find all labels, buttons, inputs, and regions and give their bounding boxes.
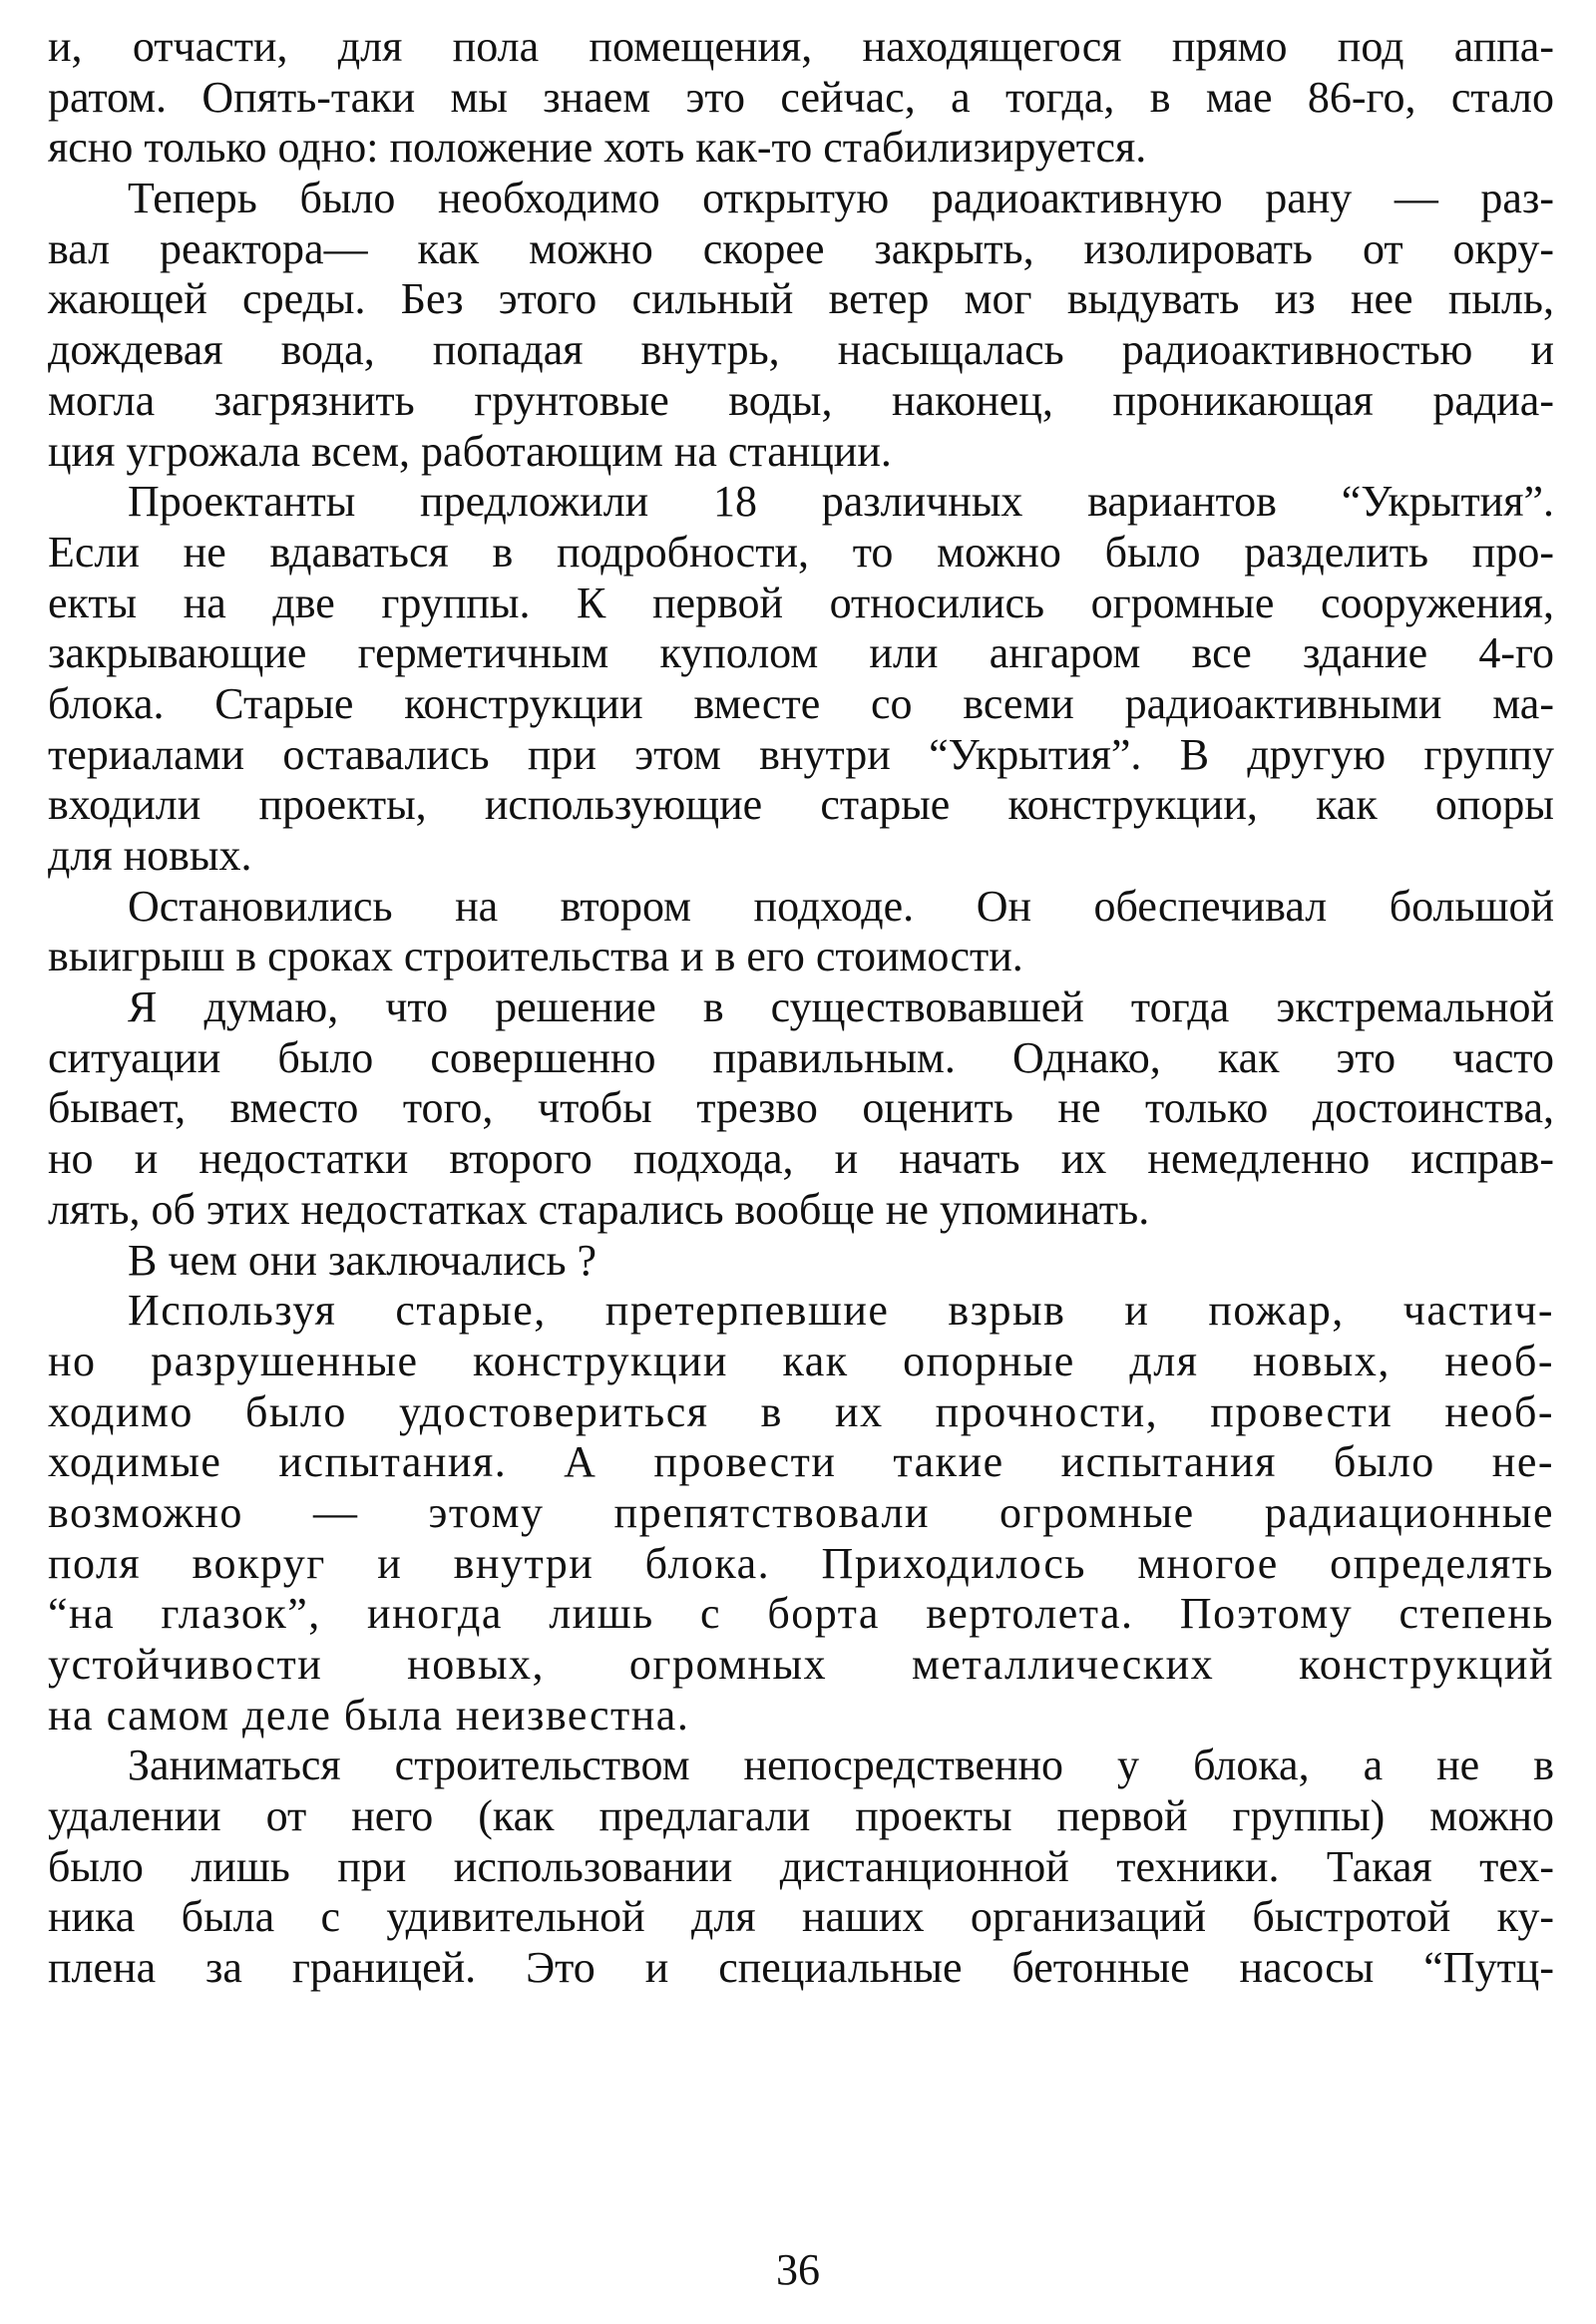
text-line: екты на две группы. К первой относились огромные сооружения,: [48, 578, 1554, 627]
text-line: ясно только одно: положение хоть как-то стабилизируется.: [48, 123, 1147, 173]
text-line: ходимо было удостовериться в их прочности, провести необ-: [48, 1386, 1554, 1436]
text-line: возможно — этому препятствовали огромные радиационные: [48, 1487, 1554, 1537]
text-line: лять, об этих недостатках старались вообще не упоминать.: [48, 1184, 1150, 1234]
text-line: для новых.: [48, 831, 252, 880]
text-line: бывает, вместо того, чтобы трезво оценить не только достоинства,: [48, 1083, 1554, 1133]
text-line: Если не вдаваться в подробности, то можно было разделить про-: [48, 527, 1554, 577]
text-line: ника была с удивительной для наших организаций быстротой ку-: [48, 1892, 1554, 1942]
paragraph-first-line: Используя старые, претерпевшие взрыв и пожар, частич-: [128, 1286, 1554, 1336]
text-line: “на глазок”, иногда лишь с борта вертолета. Поэтому степень: [48, 1589, 1554, 1639]
text-line: блока. Старые конструкции вместе со всеми радиоактивными ма-: [48, 678, 1554, 728]
text-line: закрывающие герметичным куполом или ангаром все здание 4-го: [48, 628, 1554, 678]
text-line: могла загрязнить грунтовые воды, наконец, проникающая радиа-: [48, 375, 1554, 425]
paragraph-first-line: Остановились на втором подходе. Он обеспечивал большой: [128, 881, 1554, 931]
page-number: 36: [776, 2245, 820, 2294]
paragraph-first-line: Заниматься строительством непосредственно у блока, а не в: [128, 1741, 1554, 1790]
text-line: устойчивости новых, огромных металлических конструкций: [48, 1640, 1554, 1689]
text-line: ситуации было совершенно правильным. Однако, как это часто: [48, 1032, 1554, 1082]
text-line: поля вокруг и внутри блока. Приходилось многое определять: [48, 1538, 1554, 1588]
text-line: удалении от него (как предлагали проекты первой группы) можно: [48, 1791, 1554, 1841]
text-line: но разрушенные конструкции как опорные для новых, необ-: [48, 1336, 1554, 1385]
text-line: и, отчасти, для пола помещения, находящегося прямо под аппа-: [48, 22, 1554, 71]
text-line: дождевая вода, попадая внутрь, насыщалась радиоактивностью и: [48, 325, 1554, 375]
text-line: ходимые испытания. А провести такие испытания было не-: [48, 1437, 1554, 1487]
paragraph-first-line: В чем они заключались ?: [128, 1235, 598, 1285]
text-line: ция угрожала всем, работающим на станции.: [48, 426, 892, 476]
paragraph-first-line: Проектанты предложили 18 различных вариантов “Укрытия”.: [128, 477, 1554, 527]
text-line: ратом. Опять-таки мы знаем это сейчас, а тогда, в мае 86-го, стало: [48, 72, 1554, 122]
paragraph-first-line: Я думаю, что решение в существовавшей тогда экстремальной: [128, 982, 1554, 1032]
text-line: вал реактора— как можно скорее закрыть, изолировать от окру-: [48, 223, 1554, 273]
text-line: плена за границей. Это и специальные бетонные насосы “Путц-: [48, 1943, 1554, 1993]
paragraph-first-line: Теперь было необходимо открытую радиоактивную рану — раз-: [128, 174, 1554, 223]
text-line: но и недостатки второго подхода, и начать их немедленно исправ-: [48, 1134, 1554, 1184]
text-line: жающей среды. Без этого сильный ветер мог выдувать из нее пыль,: [48, 274, 1554, 324]
text-line: на самом деле была неизвестна.: [48, 1690, 690, 1740]
text-line: было лишь при использовании дистанционной техники. Такая тех-: [48, 1841, 1554, 1891]
text-line: выигрыш в сроках строительства и в его стоимости.: [48, 932, 1023, 981]
text-line: входили проекты, использующие старые конструкции, как опоры: [48, 780, 1554, 830]
page-body: [48, 22, 1554, 1994]
text-line: териалами оставались при этом внутри “Укрытия”. В другую группу: [48, 729, 1554, 779]
